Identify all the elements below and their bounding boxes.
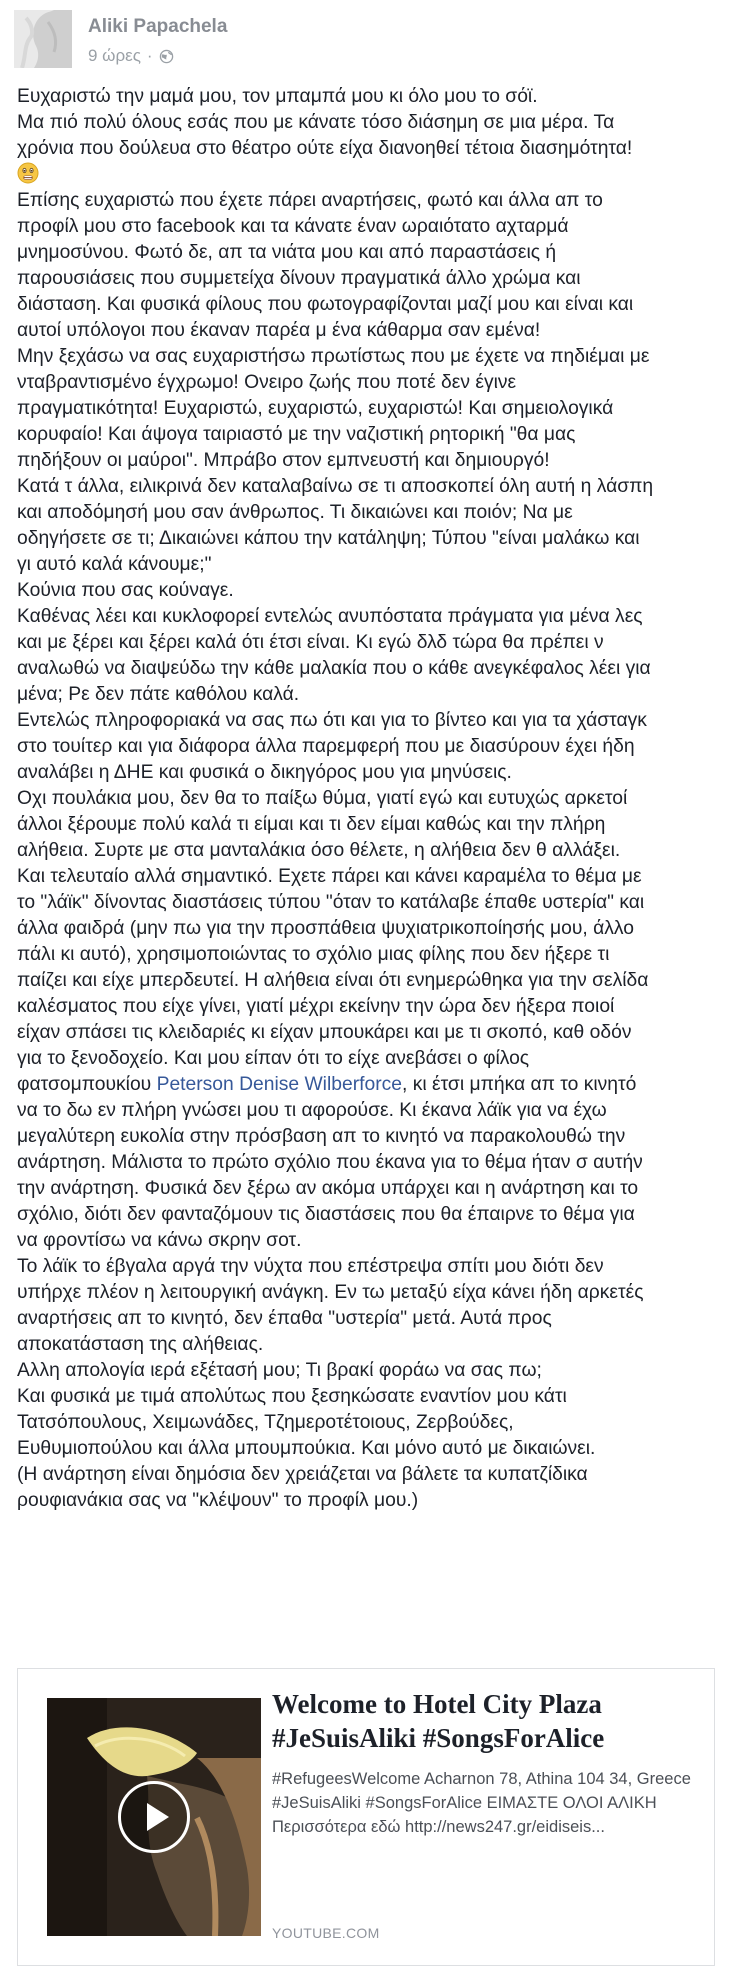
post-paragraph: Το λάϊκ το έβγαλα αργά την νύχτα που επέστρεψα σπίτι μου διότι δεν υπήρχε πλέον η λειτουργική ανάγκη. Εν τω μεταξύ είχα κάνει ήδη αρκετές αναρτήσεις απ το κινητό, δεν έπαθα "υστερία" μετά. Αυτά προς αποκατάσταση της αλήθειας. (17, 1256, 644, 1355)
post-paragraph: Καθένας λέει και κυκλοφορεί εντελώς ανυπόστατα πράγματα για μένα λες και με ξέρει και ξέρει καλά ότι έτσι είναι. Κι εγώ δλδ τώρα θα πρέπει ν αναλωθώ να διαψεύδω την κάθε μαλακία που ο κάθε ανεγκέφαλος λέει για μένα; Ρε δεν πάτε καθόλου καλά. (17, 606, 651, 705)
post-paragraph: Κατά τ άλλα, ειλικρινά δεν καταλαβαίνω σε τι αποσκοπεί όλη αυτή η λάσπη και αποδόμησή μου σαν άνθρωπος. Τι δικαιώνει και ποιόν; Να με οδηγήσετε σε τι; Δικαιώνει κάπου την κατάληψη; Τύπου "είναι μαλάκω και γι αυτό καλά κάνουμε;" (17, 476, 654, 575)
post-paragraph: Κούνια που σας κούναγε. (17, 580, 234, 601)
card-source: YOUTUBE.COM (272, 1925, 380, 1941)
video-thumbnail[interactable] (47, 1698, 261, 1936)
author-name[interactable]: Aliki Papachela (88, 16, 228, 37)
post-text: Και τελευταίο αλλά σημαντικό. Εχετε πάρει και κάνει καραμέλα το θέμα με το "λάϊκ" δίνοντας διαστάσεις τύπου "όταν το κατάλαβε έπαθε υστερία" και άλλα φαιδρά (μην πω για την προσπάθεια ψυχιατρικοποίησής μου, άλλο πάλι κι αυτό), χρησιμοποιώντας το σχόλιο μιας φίλης που δεν ήξερε τι παίζει και είχε μπερδευτεί. Η αλήθεια είναι ότι ενημερώθηκα για την σελίδα καλέσματος που είχε γίνει, γιατί μέχρι εκείνην την ώρα δεν ήξερα ποιοί είχαν σπάσει τις κλειδαριές κι είχαν μπουκάρει και με τι σκοπό, καθ οδόν για το ξενοδοχείο. Και μου είπαν ότι το είχε ανεβάσει ο φίλος φατσομπουκίου (17, 866, 649, 1095)
post-paragraph: Εντελώς πληροφοριακά να σας πω ότι και για το βίντεο και για τα χάσταγκ στο τουίτερ και για διάφορα άλλα παρεμφερή που με διασύρουν έχει ήδη αναλάβει η ΔΗΕ και φυσικά ο δικηγόρος μου για μηνύσεις. (17, 710, 647, 783)
post-meta (88, 46, 174, 66)
avatar[interactable] (14, 10, 72, 68)
card-text (272, 1687, 702, 1839)
post-paragraph: Ευχαριστώ την μαμά μου, τον μπαμπά μου κι όλο μου το σόϊ. (17, 86, 538, 107)
astonished-face-icon (17, 162, 39, 184)
card-description: #RefugeesWelcome Acharnon 78, Athina 104 34, Greece #JeSuisAliki #SongsForAlice ΕΙΜΑΣΤΕ ΟΛΟΙ ΑΛΙΚΗ Περισσότερα εδώ http://news247.gr/eidiseis... (272, 1770, 691, 1836)
post-paragraph: (Η ανάρτηση είναι δημόσια δεν χρειάζεται να βάλετε τα κυπατζίδικα ρουφιανάκια σας να "κλέψουν" το προφίλ μου.) (17, 1464, 588, 1511)
card-title[interactable]: Welcome to Hotel City Plaza #JeSuisAliki #SongsForAlice (272, 1689, 605, 1753)
post-text: Μα πιό πολύ όλους εσάς που με κάνατε τόσο διάσημη σε μια μέρα. Τα χρόνια που δούλευα στο θέατρο ούτε είχα διανοηθεί τέτοια διασημότητα! (17, 112, 633, 159)
mention-link[interactable]: Peterson Denise Wilberforce (156, 1074, 402, 1095)
post-paragraph (17, 864, 722, 1254)
post-paragraph: Αλλη απολογία ιερά εξέτασή μου; Τι βρακί φοράω να σας πω; (17, 1360, 542, 1381)
post-paragraph: Μην ξεχάσω να σας ευχαριστήσω πρωτίστως που με έχετε να πηδιέμαι με νταβραντισμένο έγχρωμο! Ονειρο ζωής που ποτέ δεν έγινε πραγματικότητα! Ευχαριστώ, ευχαριστώ, ευχαριστώ! Και σημειολογικά κορυφαίο! Και άψογα ταιριαστό με την ναζιστική ρητορική "θα μας πηδήξουν οι μαύροι". Μπράβο στον εμπνευστή και δημιουργό! (17, 346, 650, 471)
post-timestamp[interactable]: 9 ώρες (88, 46, 141, 65)
post-paragraph: Και φυσικά με τιμά απολύτως που ξεσηκώσατε εναντίον μου κάτι Τατσόπουλους, Χειμωνάδες, Τζημερoτέτοιους, Ζερβούδες, Ευθυμιοπούλου και άλλα μπουμπούκια. Και μόνο αυτό με δικαιώνει. (17, 1386, 596, 1459)
post-paragraph: Οχι πουλάκια μου, δεν θα το παίξω θύμα, γιατί εγώ και ευτυχώς αρκετοί άλλοι ξέρουμε πολύ καλά τι είμαι και τι δεν είμαι καθώς και την πλήρη αλήθεια. Συρτε με στα μανταλάκια όσο θέλετε, η αλήθεια δεν θ αλλάξει. (17, 788, 628, 861)
post-body (17, 84, 722, 1514)
post-paragraph: Επίσης ευχαριστώ που έχετε πάρει αναρτήσεις, φωτό και άλλα απ το προφίλ μου στο facebook και τα κάνατε έναν ωραιότατο αχταρμά μνημοσύνου. Φωτό δε, απ τα νιάτα μου και από παραστάσεις ή παρουσιάσεις που συμμετείχα δίνουν πραγματικά άλλο χρώμα και διάσταση. Και φυσικά φίλους που φωτογραφίζονται μαζί μου και είναι και αυτοί υπόλογοι που έκαναν παρέα μ ένα κάθαρμα σαν εμένα! (17, 190, 634, 341)
post-header (14, 10, 714, 80)
post-text: , κι έτσι μπήκα απ το κινητό να το δω εν πλήρη γνώσει μου τι αφορούσε. Κι έκανα λάϊκ για να έχω μεγαλύτερη ευκολία στην πρόσβαση απ το κινητό να παρακολουθώ την ανάρτηση. Μάλιστα το πρώτο σχόλιο που έκανα για το θέμα ήταν σ αυτήν την ανάρτηση. Φυσικά δεν ξέρω αν ακόμα υπάρχει και η ανάρτηση και το σχόλιο, διότι δεν φανταζόμουν τις διαστάσεις που θα έπαιρνε το θέμα για να φροντίσω να κάνω σκρην σοτ. (17, 1074, 643, 1251)
play-icon[interactable] (118, 1781, 190, 1853)
globe-icon[interactable] (159, 49, 174, 64)
link-preview-card[interactable] (17, 1668, 715, 1966)
meta-separator: · (146, 46, 153, 65)
post-paragraph (17, 110, 722, 188)
